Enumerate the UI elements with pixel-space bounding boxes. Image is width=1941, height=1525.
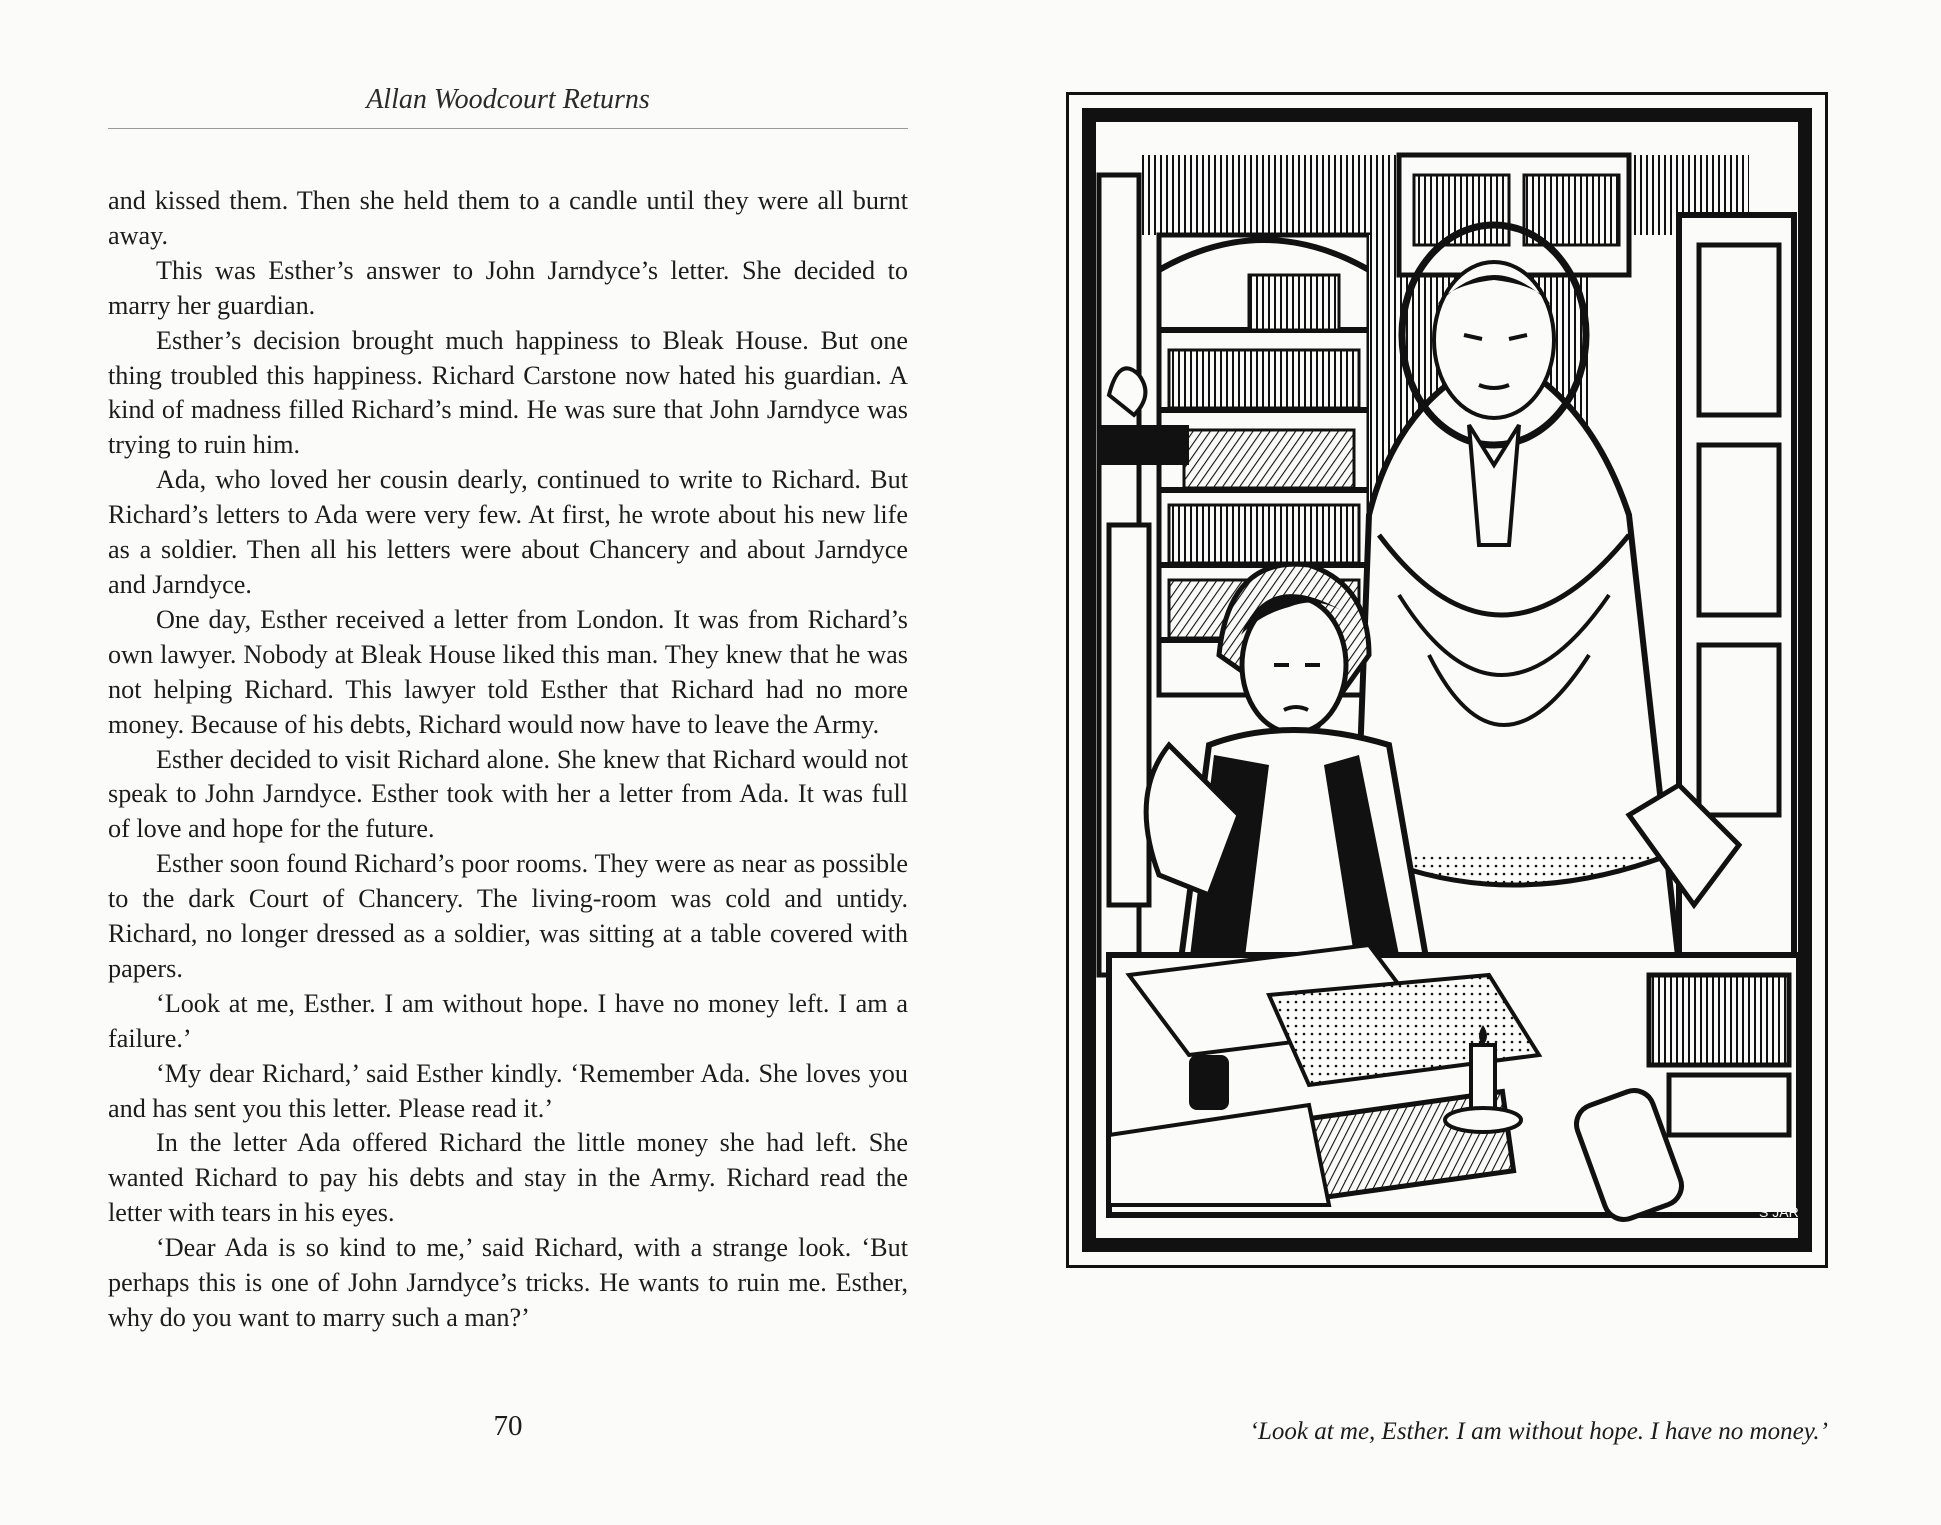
illustration-caption: ‘Look at me, Esther. I am without hope. I have no money.’	[1249, 1418, 1828, 1445]
paragraph: Ada, who loved her cousin dearly, continued to write to Richard. But Richard’s letters to Ada were very few. At first, he wrote about his new life as a soldier. Then all his letters were about Chancery and about Jarndyce and Jarndyce.	[108, 465, 908, 599]
paragraph: ‘Dear Ada is so kind to me,’ said Richard, with a strange look. ‘But perhaps this is one of John Jarndyce’s tricks. He wants to ruin me. Esther, why do you want to marry such a man?’	[108, 1233, 908, 1332]
paragraph: ‘My dear Richard,’ said Esther kindly. ‘Remember Ada. She loves you and has sent you this letter. Please read it.’	[108, 1058, 908, 1123]
left-page	[108, 80, 908, 1460]
body-text	[108, 184, 908, 1336]
paragraph: ‘Look at me, Esther. I am without hope. I have no money left. I am a failure.’	[108, 988, 908, 1053]
running-head: Allan Woodcourt Returns	[366, 84, 650, 115]
paragraph: Esther’s decision brought much happiness to Bleak House. But one thing troubled this happiness. Richard Carstone now hated his guardian. A kind of madness filled Richard’s mind. He was sure that John Jarndyce was trying to ruin him.	[108, 325, 908, 460]
page-number: 70	[493, 1410, 523, 1442]
illustration	[1069, 95, 1825, 1265]
paragraph: One day, Esther received a letter from London. It was from Richard’s own lawyer. Nobody at Bleak House liked this man. They knew that he was not helping Richard. This lawyer told Esther that Richard had no more money. Because of his debts, Richard would now have to leave the Army.	[108, 604, 908, 739]
desk-and-papers	[1109, 945, 1799, 1225]
artist-signature: S JAR	[1759, 1204, 1799, 1220]
paragraph: and kissed them. Then she held them to a candle until they were all burnt away.	[108, 186, 908, 250]
header-rule	[108, 128, 908, 129]
paragraph: This was Esther’s answer to John Jarndyce’s letter. She decided to marry her guardian.	[108, 255, 908, 320]
illustration-frame	[1066, 92, 1828, 1268]
right-page	[1000, 0, 1941, 1525]
paragraph: Esther soon found Richard’s poor rooms. They were as near as possible to the dark Court of Chancery. The living-room was cold and untidy. Richard, no longer dressed as a soldier, was sitting at a table covered with papers.	[108, 849, 908, 983]
paragraph: In the letter Ada offered Richard the little money she had left. She wanted Richard to pay his debts and stay in the Army. Richard read the letter with tears in his eyes.	[108, 1128, 908, 1228]
paragraph: Esther decided to visit Richard alone. She knew that Richard would not speak to John Jarndyce. Esther took with her a letter from Ada. It was full of love and hope for the future.	[108, 744, 908, 844]
